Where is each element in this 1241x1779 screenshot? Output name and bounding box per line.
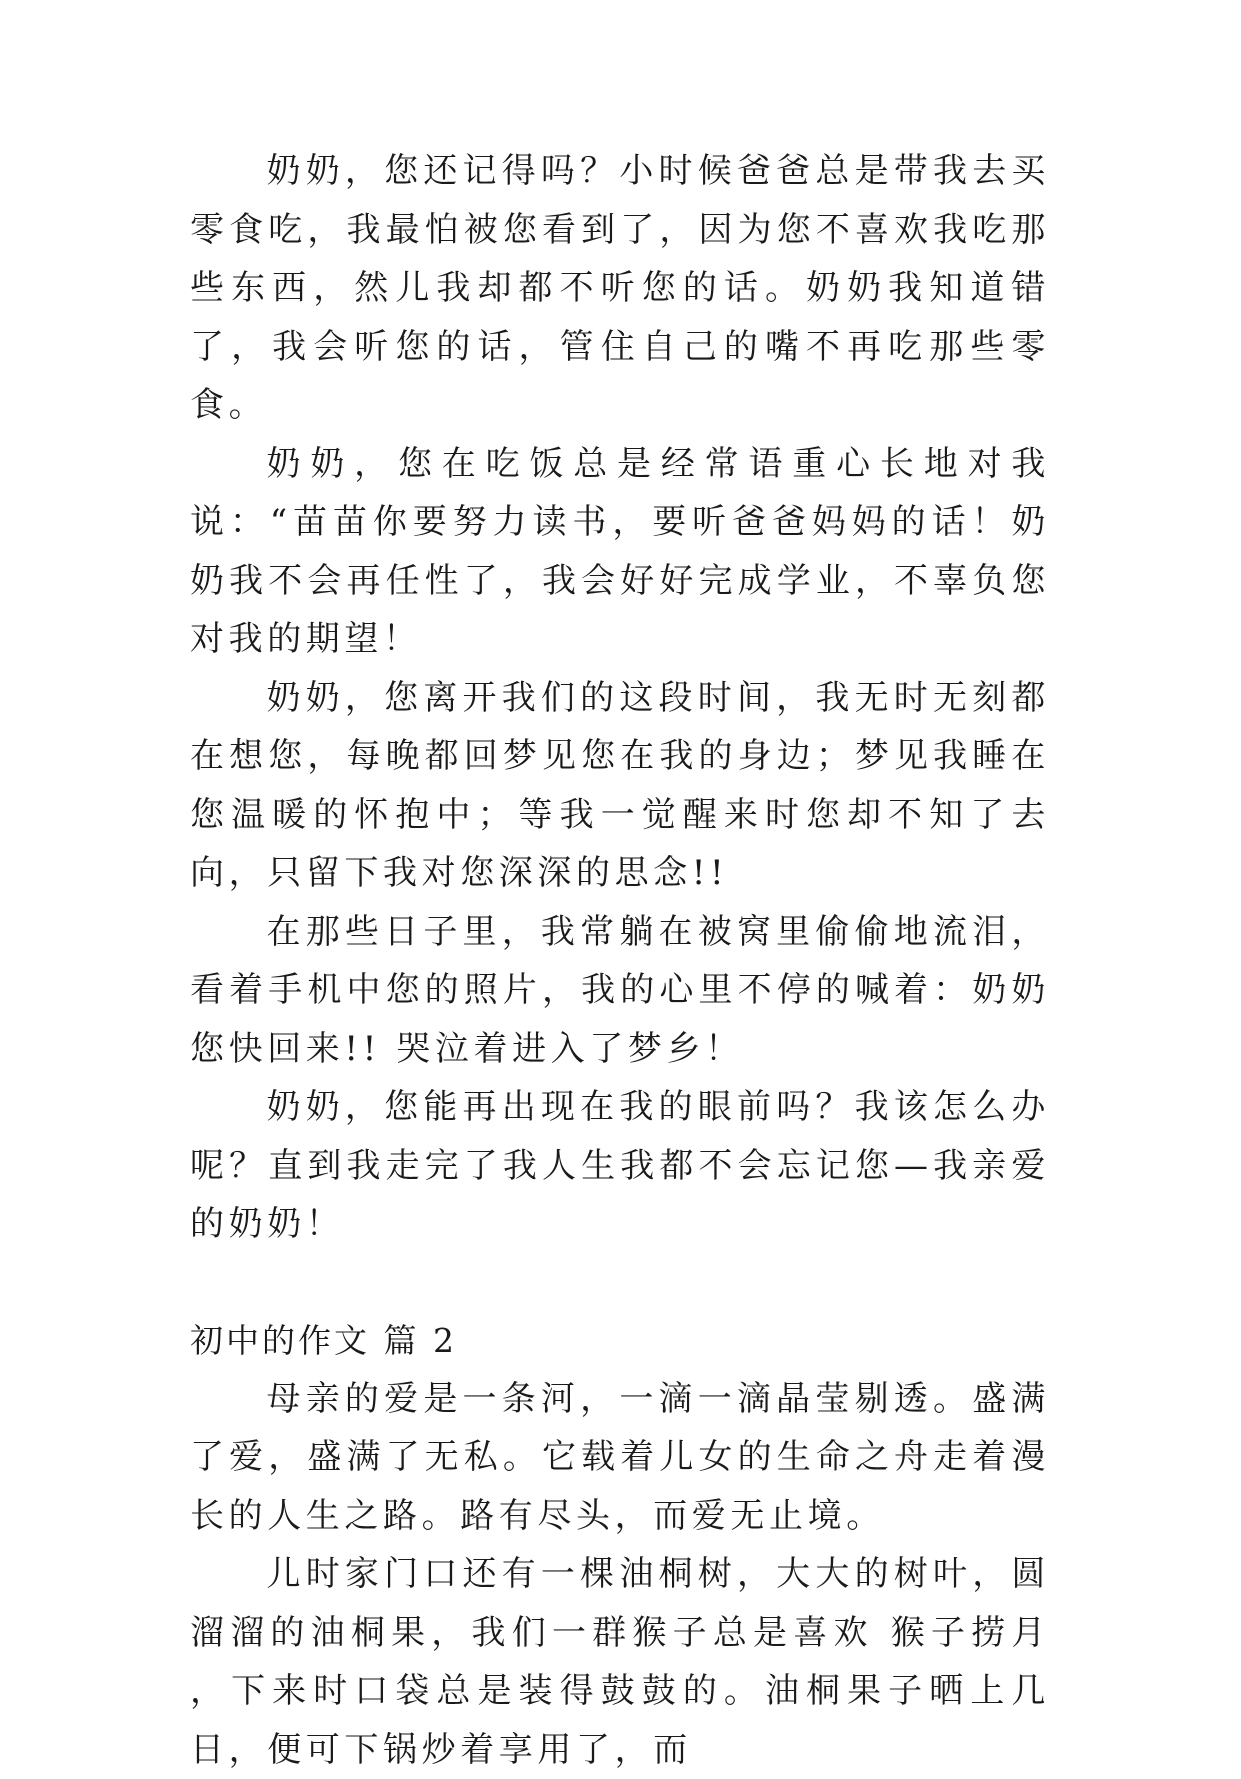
section-heading: 初中的作文 篇 2 (190, 1320, 457, 1360)
document-page (190, 142, 1050, 1779)
body-paragraph: 儿时家门口还有一棵油桐树，大大的树叶，圆溜溜的油桐果，我们一群猴子总是喜欢 猴子捞月 ，下来时口袋总是装得鼓鼓的。油桐果子晒上几日，便可下锅炒着享用了，而 (190, 1554, 1050, 1770)
body-paragraph: 奶奶，您在吃饭总是经常语重心长地对我说：“苗苗你要努力读书，要听爸爸妈妈的话！奶奶我不会再任性了，我会好好完成学业，不辜负您对我的期望！ (190, 443, 1050, 659)
body-paragraph: 奶奶，您能再出现在我的眼前吗？我该怎么办呢？直到我走完了我人生我都不会忘记您—我亲爱的奶奶！ (190, 1087, 1050, 1244)
body-paragraph: 在那些日子里，我常躺在被窝里偷偷地流泪，看着手机中您的照片，我的心里不停的喊着：奶奶您快回来!! 哭泣着进入了梦乡！ (190, 911, 1050, 1069)
body-paragraph: 母亲的爱是一条河，一滴一滴晶莹剔透。盛满了爱，盛满了无私。它载着儿女的生命之舟走着漫长的人生之路。路有尽头，而爱无止境。 (190, 1378, 1050, 1536)
body-paragraph: 奶奶，您还记得吗？小时候爸爸总是带我去买零食吃，我最怕被您看到了，因为您不喜欢我吃那些东西，然儿我却都不听您的话。奶奶我知道错了，我会听您的话，管住自己的嘴不再吃那些零食。 (190, 151, 1050, 425)
body-paragraph: 奶奶，您离开我们的这段时间，我无时无刻都在想您，每晚都回梦见您在我的身边；梦见我睡在您温暖的怀抱中；等我一觉醒来时您却不知了去向，只留下我对您深深的思念!! (190, 677, 1050, 893)
